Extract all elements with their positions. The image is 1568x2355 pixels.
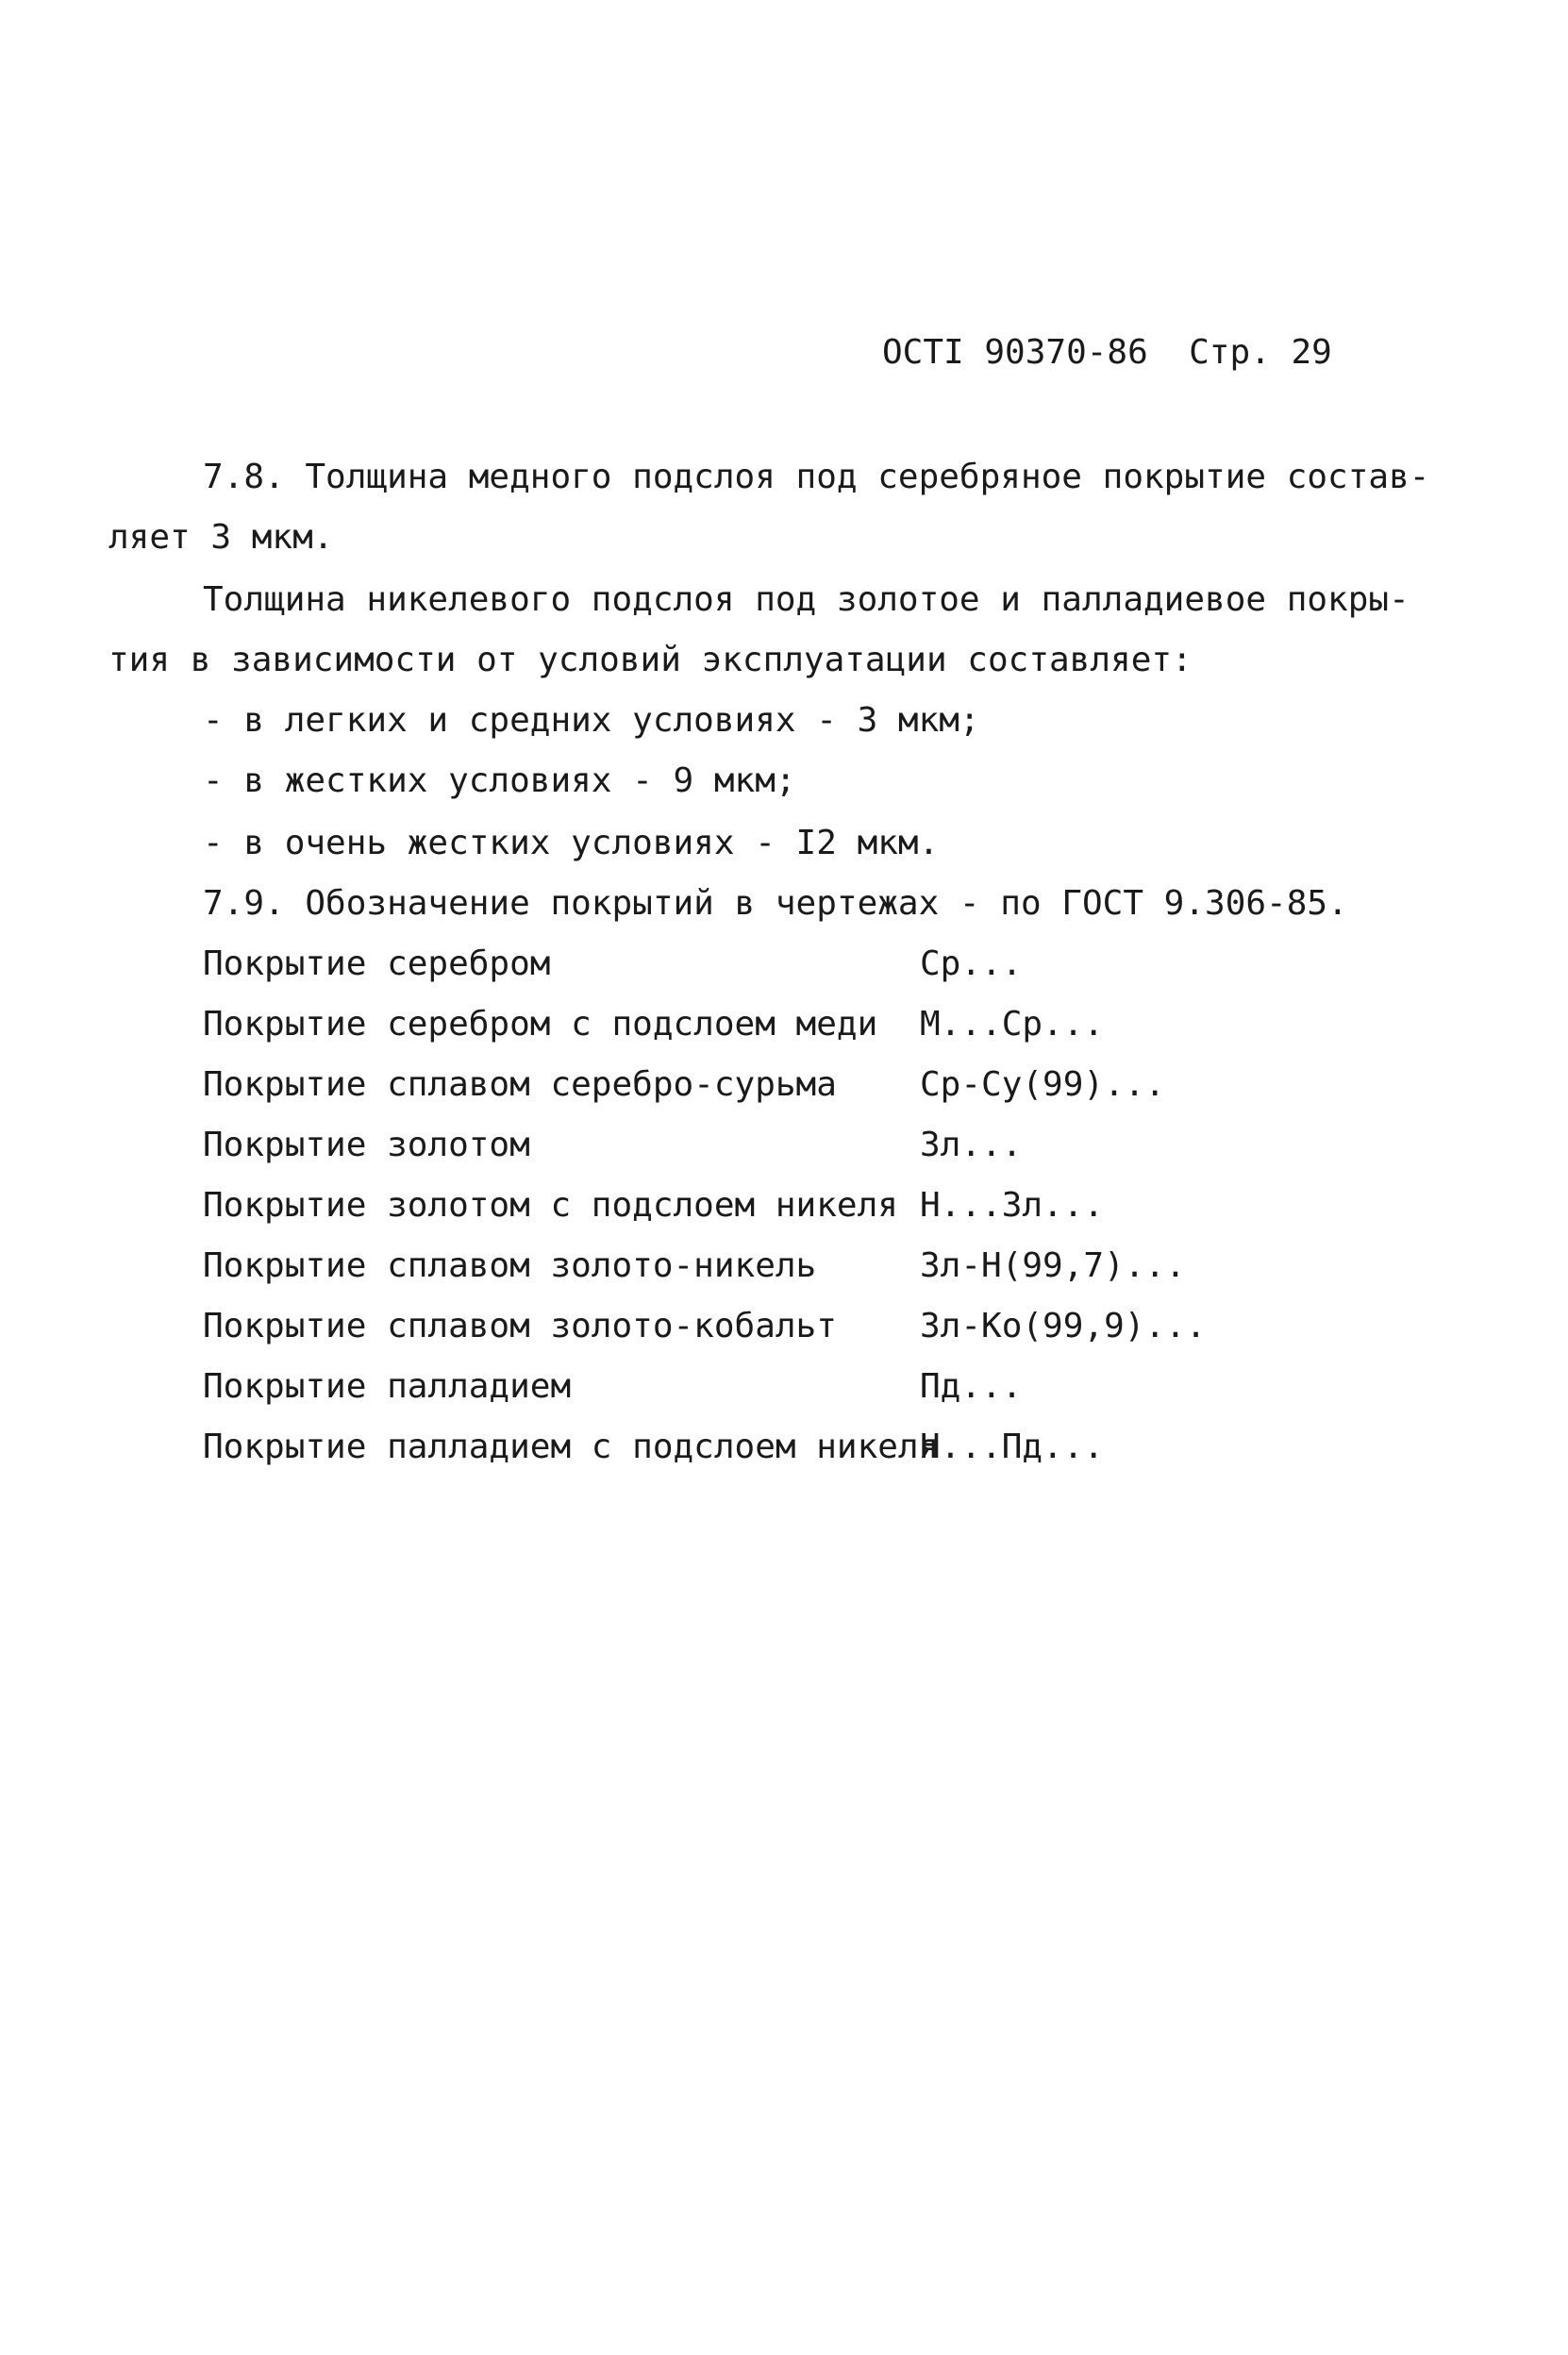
page-number: Стр. 29 [1189, 333, 1332, 372]
coating-label: Покрытие палладием с подслоем никеля [203, 1428, 940, 1466]
coating-label: Покрытие серебром [203, 944, 551, 983]
coating-code: М...Ср... [920, 1005, 1105, 1044]
list-item: - в очень жестких условиях - I2 мкм. [203, 824, 940, 862]
coating-label: Покрытие сплавом серебро-сурьма [203, 1065, 837, 1104]
paragraph-7-9: 7.9. Обозначение покрытий в чертежах - по ГОСТ 9.306-85. [203, 884, 1348, 923]
coating-code: Ср-Су(99)... [920, 1065, 1166, 1104]
coating-code: Н...Зл... [920, 1186, 1105, 1225]
coating-label: Покрытие серебром с подслоем меди [203, 1005, 878, 1044]
coating-label: Покрытие сплавом золото-кобальт [203, 1307, 837, 1345]
page-header [882, 333, 1332, 372]
paragraph-nickel-line-1: Толщина никелевого подслоя под золотое и палладиевое покры- [203, 580, 1410, 619]
list-item: - в легких и средних условиях - 3 мкм; [203, 701, 980, 740]
coating-code: Н...Пд... [920, 1428, 1105, 1466]
coating-code: Зл... [920, 1126, 1023, 1164]
coating-label: Покрытие сплавом золото-никель [203, 1246, 817, 1285]
coating-code: Зл-Ко(99,9)... [920, 1307, 1207, 1345]
paragraph-nickel-line-2: тия в зависимости от условий эксплуатации составляет: [108, 641, 1193, 679]
paragraph-7-8-line-1: 7.8. Толщина медного подслоя под серебряное покрытие состав- [203, 458, 1430, 496]
document-id: ОСТI 90370-86 [882, 333, 1148, 372]
coating-label: Покрытие золотом [203, 1126, 530, 1164]
coating-code: Ср... [920, 944, 1023, 983]
list-item: - в жестких условиях - 9 мкм; [203, 761, 796, 800]
paragraph-7-8-line-2: ляет 3 мкм. [108, 518, 334, 557]
coating-label: Покрытие палладием [203, 1367, 572, 1406]
coating-code: Пд... [920, 1367, 1023, 1406]
coating-label: Покрытие золотом с подслоем никеля [203, 1186, 898, 1225]
coating-code: Зл-Н(99,7)... [920, 1246, 1186, 1285]
